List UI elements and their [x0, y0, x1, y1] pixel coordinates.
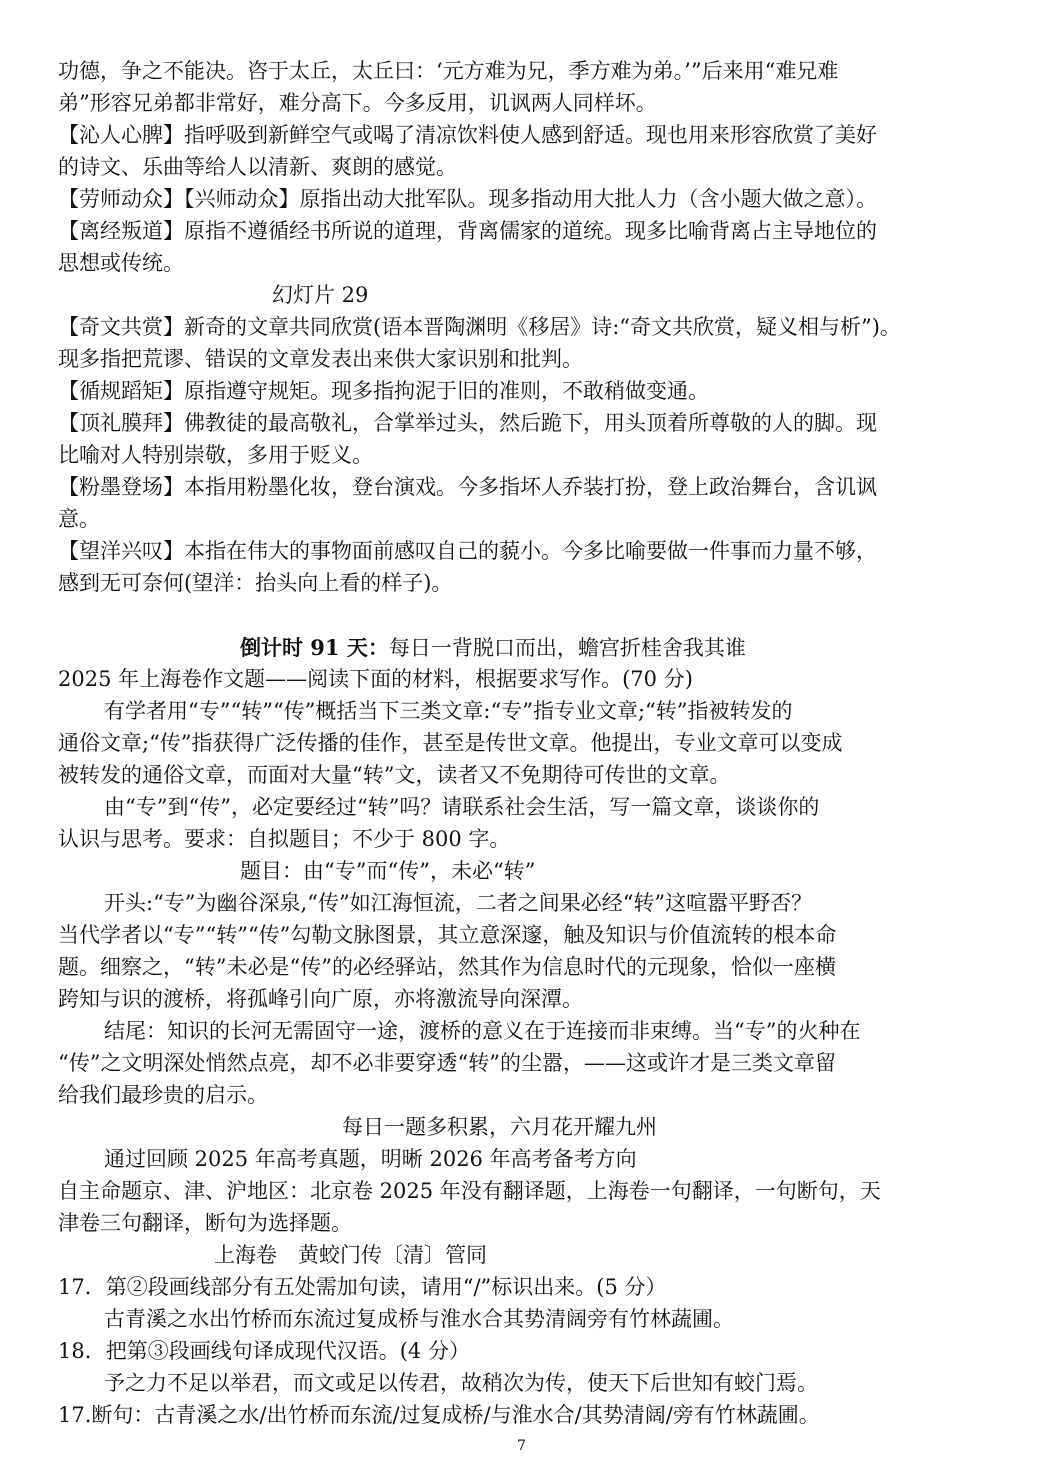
idiom-entry: 【劳师动众】【兴师动众】原指出动大批军队。现多指动用大批人力（含小题大做之意）。 [58, 187, 877, 211]
question-text: 予之力不足以举君，而文或足以传君，故稍次为传，使天下后世知有蛟门焉。 [104, 1371, 818, 1395]
text-line: 通过回顾 2025 年高考真题，明晰 2026 年高考备考方向 [104, 1147, 637, 1171]
text-line: 被转发的通俗文章，而面对大量“转”文，读者又不免期待可传世的文章。 [58, 763, 731, 787]
text-line: 弟”形容兄弟都非常好，难分高下。今多反用，讥讽两人同样坏。 [58, 91, 657, 115]
text-line: 结尾：知识的长河无需固守一途，渡桥的意义在于连接而非束缚。当“专”的火种在 [104, 1019, 861, 1043]
text-line: 通俗文章;“传”指获得广泛传播的佳作，甚至是传世文章。他提出，专业文章可以变成 [58, 731, 843, 755]
idiom-entry: 【循规蹈矩】原指遵守规矩。现多指拘泥于旧的准则，不敢稍做变通。 [58, 379, 709, 403]
text-line: 当代学者以“专”“转”“传”勾勒文脉图景，其立意深邃，触及知识与价值流转的根本命 [58, 923, 837, 947]
idiom-entry: 【沁人心脾】指呼吸到新鲜空气或喝了清凉饮料使人感到舒适。现也用来形容欣赏了美好 [58, 123, 877, 147]
text-line: 思想或传统。 [58, 251, 184, 275]
question-text: 古青溪之水出竹桥而东流过复成桥与淮水合其势清阔旁有竹林蔬圃。 [104, 1307, 734, 1331]
text-line: 感到无可奈何(望洋：抬头向上看的样子)。 [58, 571, 453, 595]
text-line: “传”之文明深处悄然点亮，却不必非要穿透“转”的尘嚣，——这或许才是三类文章留 [58, 1051, 836, 1075]
slide-heading: 幻灯片 29 [272, 283, 369, 307]
text-line: 给我们最珍贵的启示。 [58, 1083, 268, 1107]
text-line: 题。细察之，“转”未必是“传”的必经驿站，然其作为信息时代的元现象，恰似一座横 [58, 955, 836, 979]
countdown-label: 倒计时 91 天： [240, 635, 389, 660]
text-line: 意。 [58, 507, 100, 531]
answer-17: 17.断句：古青溪之水/出竹桥而东流/过复成桥/与淮水合/其势清阔/旁有竹林蔬圃。 [58, 1403, 820, 1427]
text-line: 功德，争之不能决。咨于太丘，太丘曰：‘元方难为兄，季方难为弟。’”后来用“难兄难 [58, 59, 839, 83]
idiom-entry: 【奇文共赏】新奇的文章共同欣赏(语本晋陶渊明《移居》诗:“奇文共欣赏，疑义相与析”)。 [58, 315, 901, 339]
text-line: 有学者用“专”“转”“传”概括当下三类文章:“专”指专业文章;“转”指被转发的 [104, 699, 793, 723]
text-line: 认识与思考。要求：自拟题目；不少于 800 字。 [58, 827, 511, 851]
essay-prompt-title: 2025 年上海卷作文题——阅读下面的材料，根据要求写作。(70 分) [58, 667, 693, 691]
idiom-entry: 【粉墨登场】本指用粉墨化妆，登台演戏。今多指坏人乔装打扮，登上政治舞台，含讥讽 [58, 475, 877, 499]
idiom-entry: 【望洋兴叹】本指在伟大的事物面前感叹自己的藐小。今多比喻要做一件事而力量不够， [58, 539, 877, 563]
text-line: 比喻对人特别崇敬，多用于贬义。 [58, 443, 373, 467]
text-line: 由“专”到“传”，必定要经过“转”吗？请联系社会生活，写一篇文章，谈谈你的 [104, 795, 820, 819]
text-line: 现多指把荒谬、错误的文章发表出来供大家识别和批判。 [58, 347, 583, 371]
text-line: 津卷三句翻译，断句为选择题。 [58, 1211, 352, 1235]
countdown-motto: 每日一背脱口而出，蟾宫折桂舍我其谁 [388, 636, 746, 660]
essay-title: 题目：由“专”而“传”，未必“转” [240, 859, 536, 883]
idiom-entry: 【离经叛道】原指不遵循经书所说的道理，背离儒家的道统。现多比喻背离占主导地位的 [58, 219, 877, 243]
question-18: 18．把第③段画线句译成现代汉语。(4 分） [58, 1339, 470, 1363]
countdown-heading [240, 632, 1000, 665]
daily-question-heading: 每日一题多积累，六月花开耀九州 [342, 1115, 657, 1139]
text-line: 开头:“专”为幽谷深泉,“传”如江海恒流，二者之间果必经“转”这喧嚣平野否？ [104, 891, 813, 915]
page-number: 7 [517, 1438, 526, 1454]
text-line: 自主命题京、津、沪地区：北京卷 2025 年没有翻译题，上海卷一句翻译，一句断句，天 [58, 1179, 881, 1203]
text-line: 跨知与识的渡桥，将孤峰引向广原，亦将激流导向深潭。 [58, 987, 583, 1011]
question-17: 17．第②段画线部分有五处需加句读，请用“/”标识出来。(5 分） [58, 1275, 667, 1299]
source-heading: 上海卷 黄蛟门传〔清〕管同 [214, 1243, 487, 1267]
idiom-entry: 【顶礼膜拜】佛教徒的最高敬礼，合掌举过头，然后跪下，用头顶着所尊敬的人的脚。现 [58, 411, 877, 435]
text-line: 的诗文、乐曲等给人以清新、爽朗的感觉。 [58, 155, 457, 179]
